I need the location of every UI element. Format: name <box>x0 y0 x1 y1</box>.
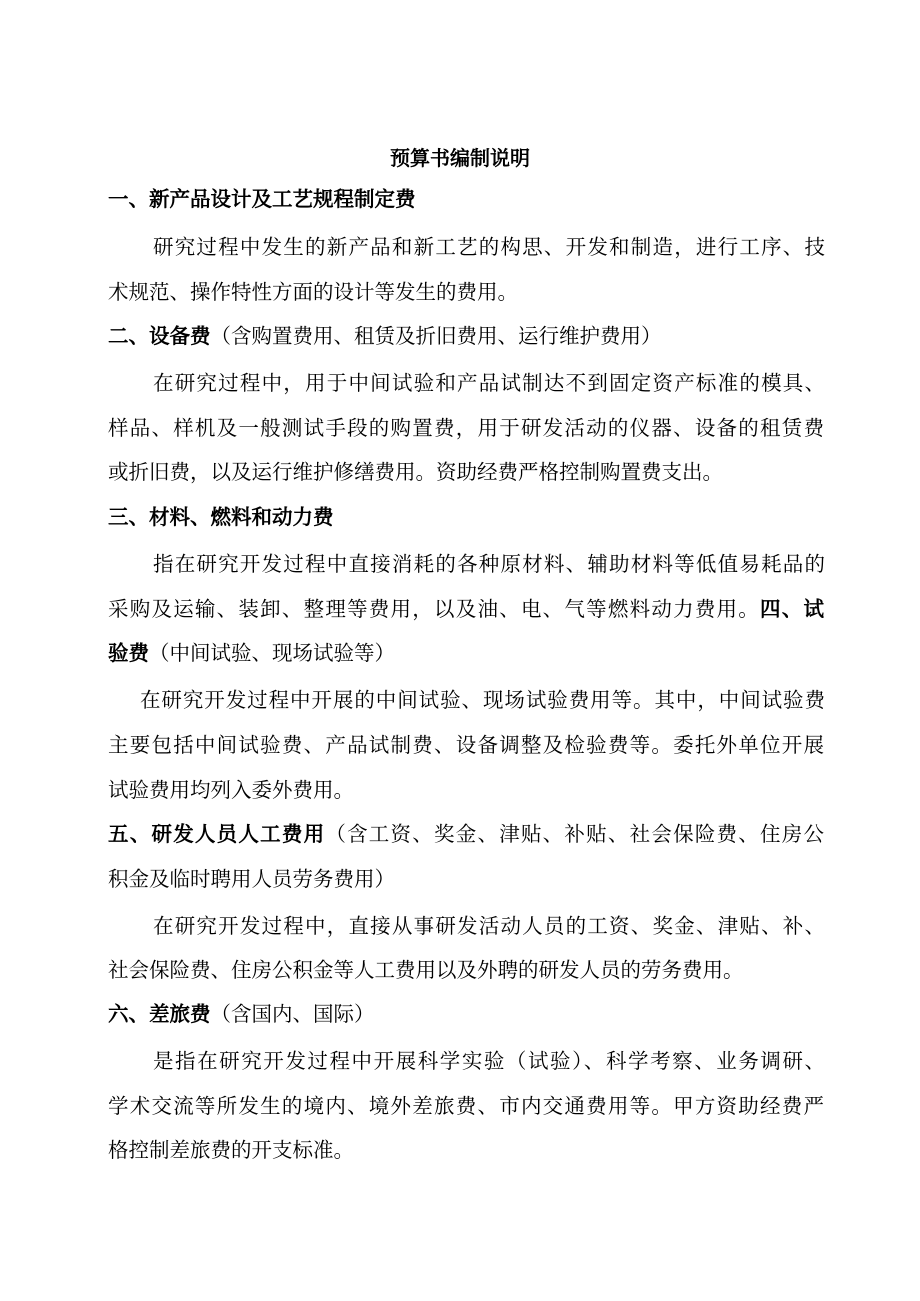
paragraph-line <box>108 413 824 443</box>
line-text: 格控制差旅费的开支标准。 <box>108 1138 354 1162</box>
document-title: 预算书编制说明 <box>390 146 530 170</box>
line-text: 样品、样机及一般测试手段的购置费，用于研发活动的仪器、设备的租赁费 <box>108 416 824 440</box>
heading-note: （含购置费用、租赁及折旧费用、运行维护费用） <box>210 324 662 348</box>
paragraph-line <box>108 457 824 487</box>
paragraph-line <box>153 1046 825 1076</box>
heading-text: 验费 <box>108 641 149 665</box>
paragraph-line <box>108 277 824 307</box>
heading-note: （含工资、奖金、津贴、补贴、社会保险费、住房公 <box>325 822 824 846</box>
paragraph-line <box>108 594 824 624</box>
line-text: 主要包括中间试验费、产品试制费、设备调整及检验费等。委托外单位开展 <box>108 733 824 757</box>
paragraph-line <box>153 232 825 262</box>
line-text: 社会保险费、住房公积金等人工费用以及外聘的研发人员的劳务费用。 <box>108 958 744 982</box>
paragraph-line <box>108 775 824 805</box>
paragraph-line <box>108 864 824 894</box>
paragraph-line <box>153 911 825 941</box>
section-heading-4 <box>108 638 824 668</box>
line-text: 试验费用均列入委外费用。 <box>108 778 354 802</box>
line-text: 指在研究开发过程中直接消耗的各种原材料、辅助材料等低值易耗品的 <box>153 552 825 576</box>
paragraph-line <box>108 730 824 760</box>
paragraph-line <box>153 368 825 398</box>
line-text: 在研究开发过程中，直接从事研发活动人员的工资、奖金、津贴、补、 <box>153 914 825 938</box>
heading-text: 五、研发人员人工费用 <box>108 822 326 846</box>
heading-text: 四、试 <box>760 597 824 621</box>
paragraph-line <box>140 685 825 715</box>
paragraph-line <box>108 1135 824 1165</box>
section-heading-2 <box>108 321 824 351</box>
paragraph-line <box>108 1091 824 1121</box>
heading-text: 二、设备费 <box>108 324 211 348</box>
line-text: 是指在研究开发过程中开展科学实验（试验）、科学考察、业务调研、 <box>153 1049 825 1073</box>
line-text: 在研究过程中，用于中间试验和产品试制达不到固定资产标准的模具、 <box>153 371 825 395</box>
heading-text: 六、差旅费 <box>108 1002 211 1026</box>
paragraph-line <box>108 955 824 985</box>
line-text: 在研究开发过程中开展的中间试验、现场试验费用等。其中，中间试验费 <box>140 688 825 712</box>
section-heading-3 <box>108 502 824 532</box>
line-text: 术规范、操作特性方面的设计等发生的费用。 <box>108 280 518 304</box>
line-text: 或折旧费，以及运行维护修缮费用。资助经费严格控制购置费支出。 <box>108 460 723 484</box>
heading-note: （中间试验、现场试验等） <box>149 641 395 665</box>
line-text: 学术交流等所发生的境内、境外差旅费、市内交通费用等。甲方资助经费严 <box>108 1094 824 1118</box>
line-text: 研究过程中发生的新产品和新工艺的构思、开发和制造，进行工序、技 <box>153 235 825 259</box>
heading-note: （含国内、国际） <box>210 1002 375 1026</box>
line-text: 采购及运输、装卸、整理等费用，以及油、电、气等燃料动力费用。 <box>108 597 761 621</box>
section-heading-5 <box>108 819 824 849</box>
line-text: 积金及临时聘用人员劳务费用） <box>108 867 395 891</box>
heading-text: 三、材料、燃料和动力费 <box>108 505 334 529</box>
paragraph-line <box>153 549 825 579</box>
heading-text: 一、新产品设计及工艺规程制定费 <box>108 187 416 211</box>
section-heading-1 <box>108 184 824 214</box>
section-heading-6 <box>108 999 824 1029</box>
